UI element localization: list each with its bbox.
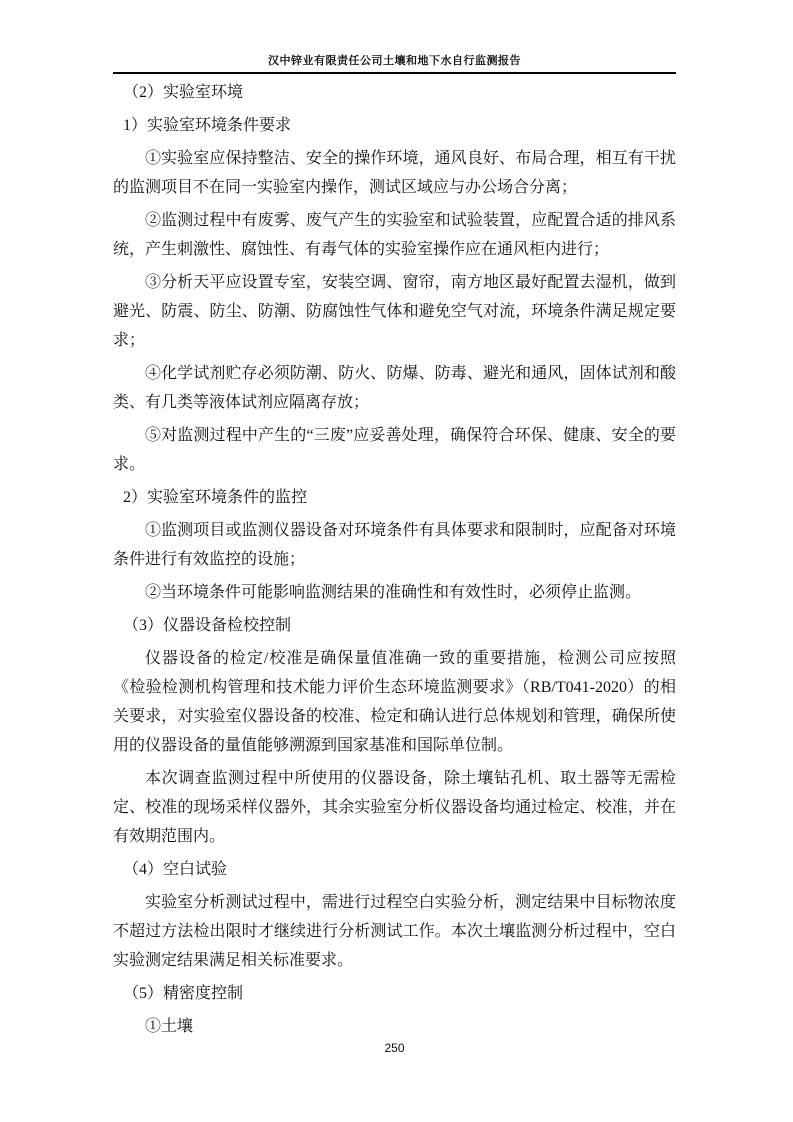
paragraph: 仪器设备的检定/校准是确保量值准确一致的重要措施，检测公司应按照《检验检测机构管理和技术能力评价生态环境监测要求》（RB/T041-2020）的相关要求，对实验室仪器设备的校准、检定和确认进行总体规划和管理，确保所使用的仪器设备的量值能够溯源到国家基准和国际单位制。 xyxy=(113,650,676,754)
paragraph: ④化学试剂贮存必须防潮、防火、防爆、防毒、避光和通风，固体试剂和酸类、有几类等液体试剂应隔离存放； xyxy=(113,365,676,411)
paragraph: 本次调查监测过程中所使用的仪器设备，除土壤钻孔机、取土器等无需检定、校准的现场采样仪器外，其余实验室分析仪器设备均通过检定、校准，并在有效期范围内。 xyxy=(113,770,676,845)
paragraph: ②当环境条件可能影响监测结果的准确性和有效性时，必须停止监测。 xyxy=(145,584,642,601)
section-heading: （3）仪器设备检校控制 xyxy=(123,617,292,634)
paragraph: ①监测项目或监测仪器设备对环境条件有具体要求和限制时，应配备对环境条件进行有效监控的设施； xyxy=(113,522,676,568)
section-heading: （4）空白试验 xyxy=(123,861,228,878)
paragraph: ③分析天平应设置专室，安装空调、窗帘，南方地区最好配置去湿机，做到避光、防震、防尘、防潮、防腐蚀性气体和避免空气对流，环境条件满足规定要求； xyxy=(113,274,676,349)
page-number: 250 xyxy=(384,1041,405,1055)
paragraph: ①实验室应保持整洁、安全的操作环境，通风良好、布局合理，相互有干扰的监测项目不在同一实验室内操作，测试区域应与办公场合分离； xyxy=(113,150,676,196)
paragraph: ①土壤 xyxy=(145,1018,194,1035)
section-heading: （2）实验室环境 xyxy=(123,84,244,101)
section-heading: （5）精密度控制 xyxy=(123,985,244,1002)
section-heading: 1）实验室环境条件要求 xyxy=(123,117,292,134)
paragraph: ⑤对监测过程中产生的“三废”应妥善处理，确保符合环保、健康、安全的要求。 xyxy=(113,427,676,473)
paragraph: ②监测过程中有废雾、废气产生的实验室和试验装置，应配置合适的排风系统，产生刺激性、腐蚀性、有毒气体的实验室操作应在通风柜内进行； xyxy=(113,212,676,258)
page-header-title: 汉中锌业有限责任公司土壤和地下水自行监测报告 xyxy=(113,52,676,74)
section-heading: 2）实验室环境条件的监控 xyxy=(123,489,308,506)
page-content xyxy=(113,52,676,1045)
paragraph: 实验室分析测试过程中，需进行过程空白实验分析，测定结果中目标物浓度不超过方法检出限时才继续进行分析测试工作。本次土壤监测分析过程中，空白实验测定结果满足相关标准要求。 xyxy=(113,894,676,969)
document-body xyxy=(113,78,676,1041)
